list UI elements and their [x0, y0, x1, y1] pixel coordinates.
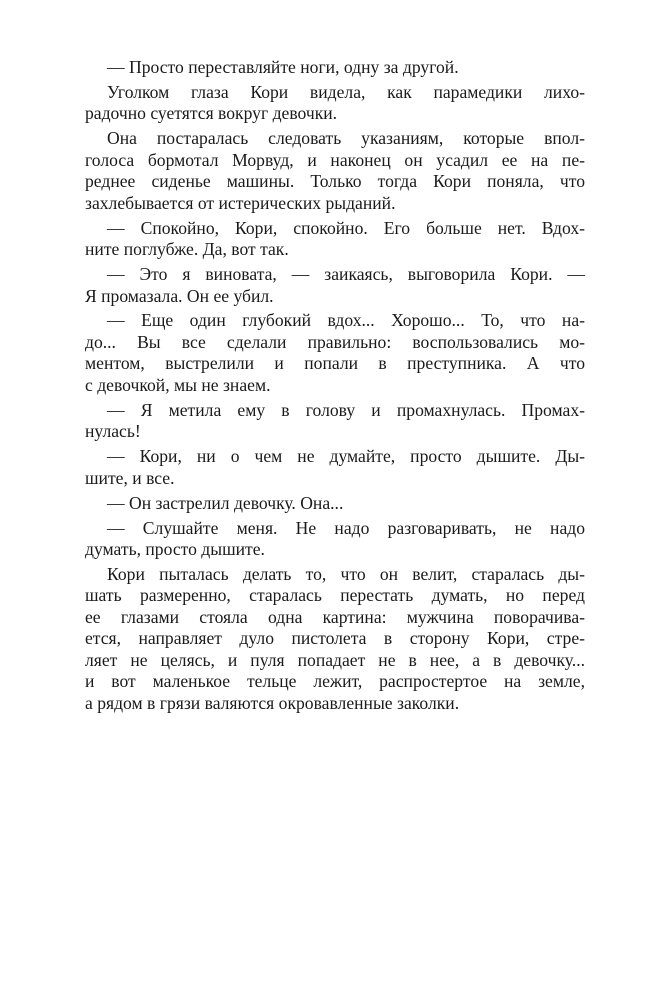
text-line: ляет не целясь, и пуля попадает не в нее, а в девочку... — [85, 649, 585, 670]
text-line: нулась! — [85, 421, 141, 442]
text-line: Кори пыталась делать то, что он велит, старалась ды- — [107, 563, 585, 584]
text-line: реднее сиденье машины. Только тогда Кори поняла, что — [85, 171, 585, 192]
text-line: с девочкой, мы не знаем. — [85, 374, 271, 395]
text-line: ните поглубже. Да, вот так. — [85, 239, 289, 260]
text-line: а рядом в грязи валяются окровавленные заколки. — [85, 692, 460, 713]
paragraph — [85, 446, 585, 489]
paragraph — [85, 264, 585, 307]
text-line: шать размеренно, старалась перестать думать, но перед — [85, 585, 585, 606]
paragraph — [85, 493, 585, 515]
text-line: ется, направляет дуло пистолета в сторону Кори, стре- — [85, 628, 585, 649]
paragraph — [85, 518, 585, 561]
paragraph — [85, 564, 585, 715]
text-line: — Я метила ему в голову и промахнулась. Промах- — [107, 399, 585, 420]
text-line: — Это я виновата, — заикаясь, выговорила Кори. — — [107, 264, 585, 285]
text-line: — Кори, ни о чем не думайте, просто дышите. Ды- — [107, 446, 585, 467]
book-page — [85, 57, 585, 714]
paragraph — [85, 128, 585, 214]
paragraph — [85, 218, 585, 261]
text-line: Она постаралась следовать указаниям, которые впол- — [107, 128, 585, 149]
text-line: — Просто переставляйте ноги, одну за другой. — [107, 57, 459, 77]
text-line: захлебывается от истерических рыданий. — [85, 192, 396, 213]
text-line: голоса бормотал Морвуд, и наконец он усадил ее на пе- — [85, 149, 585, 170]
text-line: Уголком глаза Кори видела, как парамедики лихо- — [107, 81, 585, 102]
text-line: ментом, выстрелили и попали в преступника. А что — [85, 353, 585, 374]
text-line: — Слушайте меня. Не надо разговаривать, не надо — [107, 517, 585, 538]
text-line: — Еще один глубокий вдох... Хорошо... То, что на- — [107, 310, 585, 331]
text-line: — Спокойно, Кори, спокойно. Его больше нет. Вдох- — [107, 217, 585, 238]
text-line: Я промазала. Он ее убил. — [85, 285, 274, 306]
text-line: радочно суетятся вокруг девочки. — [85, 103, 338, 124]
paragraph — [85, 82, 585, 125]
text-line: думать, просто дышите. — [85, 539, 265, 560]
text-line: и вот маленькое тельце лежит, распростертое на земле, — [85, 671, 585, 692]
text-line: шите, и все. — [85, 467, 175, 488]
paragraph — [85, 310, 585, 396]
text-line: — Он застрелил девочку. Она... — [107, 492, 344, 513]
paragraph — [85, 57, 585, 79]
text-line: ее глазами стояла одна картина: мужчина поворачива- — [85, 606, 585, 627]
text-line: до... Вы все сделали правильно: воспользовались мо- — [85, 331, 585, 352]
paragraph — [85, 400, 585, 443]
